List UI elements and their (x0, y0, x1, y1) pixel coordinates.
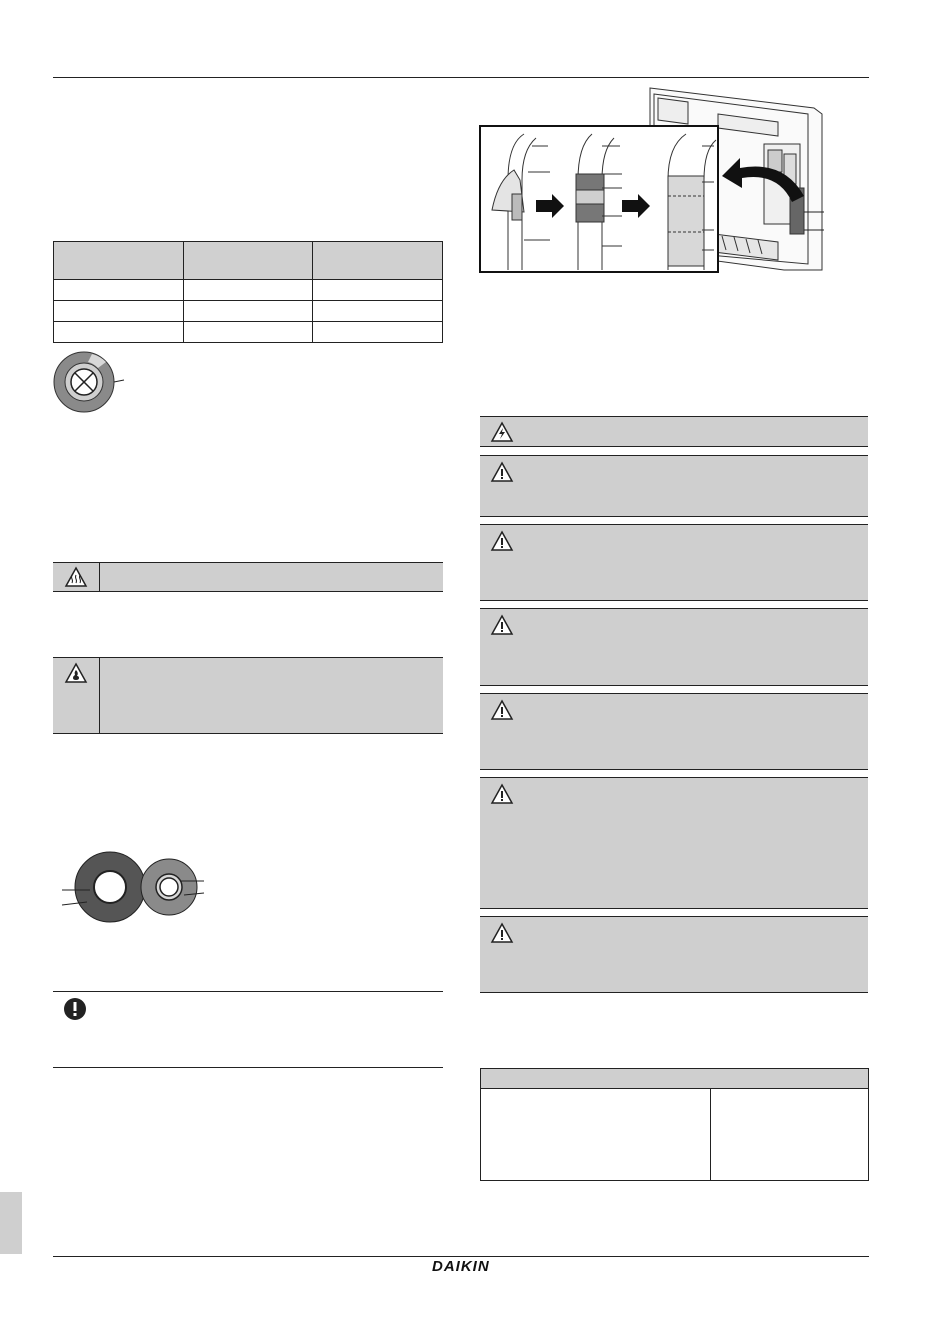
info-table-divider (710, 1089, 711, 1180)
warning-box-5 (480, 777, 868, 909)
hot-surface-icon (64, 566, 88, 588)
side-tab (0, 1192, 22, 1254)
warning-box-4 (480, 693, 868, 770)
hot-surface-caution-box (53, 562, 443, 592)
table-header-row (54, 242, 443, 280)
warning-icon (490, 922, 514, 944)
pipe-crosssection-figure (44, 350, 136, 414)
info-table (480, 1068, 869, 1181)
table-row (54, 280, 443, 301)
brand-logo: DAIKIN (432, 1258, 490, 1275)
warning-box-2 (480, 524, 868, 601)
flammable-warning-icon (64, 662, 88, 684)
insulation-procedure-figure (478, 84, 870, 274)
electrical-hazard-icon (490, 421, 514, 443)
warning-icon (490, 461, 514, 483)
electrical-warning-box (480, 416, 868, 447)
exclamation-circle-icon (62, 996, 88, 1022)
warning-icon (490, 699, 514, 721)
important-note-box (53, 991, 443, 1068)
flammable-warning-box (53, 657, 443, 734)
table-row (54, 322, 443, 343)
info-table-header (481, 1069, 868, 1089)
warning-box-3 (480, 608, 868, 686)
table-header-cell (54, 242, 184, 280)
warning-icon (490, 614, 514, 636)
warning-icon (490, 783, 514, 805)
spec-table (53, 241, 443, 343)
table-row (54, 301, 443, 322)
footer-rule (53, 1256, 869, 1257)
warning-box-1 (480, 455, 868, 517)
table-header-cell (183, 242, 313, 280)
warning-box-6 (480, 916, 868, 993)
warning-icon (490, 530, 514, 552)
table-header-cell (313, 242, 443, 280)
header-rule (53, 77, 869, 78)
pipe-insulation-figure (52, 850, 222, 926)
